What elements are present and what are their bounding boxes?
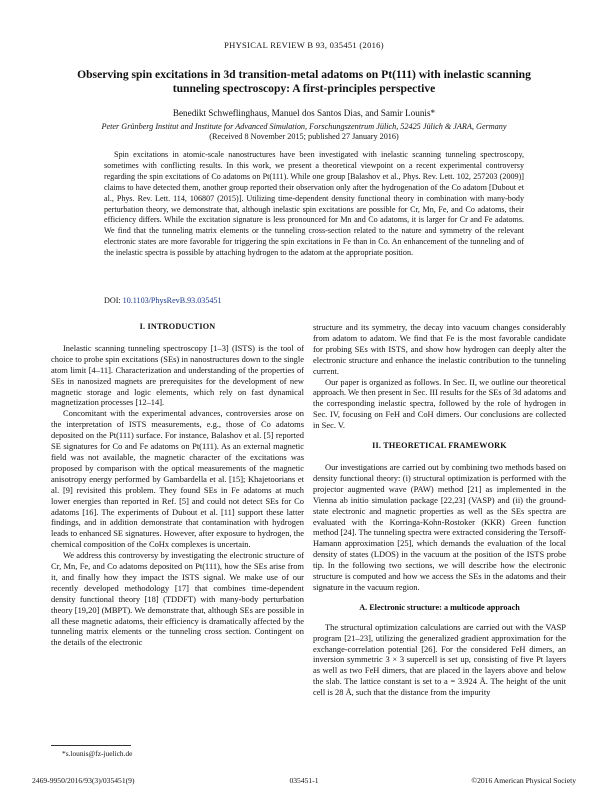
affiliation: Peter Grünberg Institut and Institute for Advanced Simulation, Forschungszentrum Jülich, 52425 Jülich & JARA, Germany <box>101 122 507 131</box>
section-heading-framework: II. THEORETICAL FRAMEWORK <box>372 441 507 451</box>
abstract: Spin excitations in atomic-scale nanostructures have been investigated with inelastic scanning tunneling spectroscopy, sometimes with conflicting results. In this work, we present a theoretical viewpoint on a recent experimental controversy regarding the spin excitations of Co adatoms on Pt(111). While one group [Balashov et al., Phys. Rev. Lett. 102, 257203 (2009)] claims to have detected them, another group reported their observation only after the hydrogenation of the Co adatom [Dubout et al., Phys. Rev. Lett. 114, 106807 (2015)]. Utilizing time-dependent density functional theory in combination with many-body perturbation theory, we demonstrate that, although inelastic spin excitations are possible for Cr, Mn, Fe, and Co adatoms, their efficiency differs. While the excitation signature is less pronounced for Mn and Co adatoms, it is larger for Cr and Fe adatoms. We find that the tunneling matrix elements or the tunneling cross-section related to the nature and symmetry of the relevant electronic states are more favorable for triggering the spin excitations in Fe than in Co. An enhancement of the tunneling and of the inelastic spectra is possible by attaching hydrogen to the adatom at the appropriate position. <box>104 150 524 258</box>
received-dates: (Received 8 November 2015; published 27 January 2016) <box>209 132 399 141</box>
author-list: Benedikt Schweflinghaus, Manuel dos Santos Dias, and Samir Lounis* <box>172 108 436 118</box>
body-paragraph: Our investigations are carried out by combining two methods based on density functional theory: (i) structural optimization is performed with the projector augmented wave (PAW) method [21] as implemented in the Vienna ab initio simulation package [22,23] (VASP) and (ii) the ground-state electronic and magnetic properties as well as the SEs spectra are evaluated with the Korringa-Kohn-Rostoker (KKR) Green function method [24]. The tunneling spectra were extracted considering the Tersoff-Hamann approximation [25], which demands the evaluation of the local density of states (LDOS) in the vacuum at the position of the ISTS probe tip. In the following two sections, we will describe how the electronic structure is computed and how we access the SEs in the adatoms and their signature in the vacuum region. <box>313 461 566 592</box>
footnote-email: *s.lounis@fz-juelich.de <box>62 749 133 758</box>
body-paragraph: Inelastic scanning tunneling spectroscopy [1–3] (ISTS) is the tool of choice to probe spin excitations (SEs) in nanostructures down to the single atom limit [4–11]. Characterization and understanding of the properties of SEs in nanosized magnets are prerequisites for the development of new magnetic storage and logic elements, which rely on fast dynamical magnetization processes [12–14]. <box>51 342 304 408</box>
body-paragraph: We address this controversy by investigating the electronic structure of Cr, Mn, Fe, and Co adatoms deposited on Pt(111), how the SEs arise from it, and finally how they impact the ISTS signal. We make use of our recently developed methodology [17] that combines time-dependent density functional theory [18] (TDDFT) with many-body perturbation theory [19,20] (MBPT). We demonstrate that, although SEs are possible in all these magnetic adatoms, their efficiency is dramatically affected by the tunneling matrix elements or the tunneling cross section. Contingent on the details of the electronic <box>51 550 304 648</box>
body-paragraph: Our paper is organized as follows. In Sec. II, we outline our theoretical approach. We then present in Sec. III results for the SEs of 3d adatoms and the corresponding inelastic spectra, followed by the role of hydrogen in Sec. IV, focusing on FeH and CoH dimers. Our conclusions are collected in Sec. V. <box>313 376 566 431</box>
footer-issn: 2469-9950/2016/93(3)/035451(9) <box>32 776 135 785</box>
doi-line <box>104 296 222 305</box>
body-paragraph: The structural optimization calculations are carried out with the VASP program [21–23], utilizing the generalized gradient approximation for the exchange-correlation potential [26]. For the considered FeH dimers, an inversion symmetric 3 × 3 supercell is set up, consisting of five Pt layers as well as two FeH dimers, that are placed in the layers above and below the slab. The lattice constant is set to a = 3.924 Å. The height of the unit cell is 28 Å, such that the distance from the impurity <box>313 621 566 698</box>
doi-label: DOI: <box>104 296 121 305</box>
footnote-divider <box>51 745 131 746</box>
right-column <box>313 322 566 698</box>
doi-link[interactable]: 10.1103/PhysRevB.93.035451 <box>122 296 222 305</box>
body-paragraph: structure and its symmetry, the decay into vacuum changes considerably from adatom to adatom. We find that Fe is the most favorable candidate for probing SEs with ISTS, and show how hydrogen can deeply alter the electronic structure and enhance the inelastic contribution to the tunneling current. <box>313 322 566 376</box>
body-paragraph: Concomitant with the experimental advances, controversies arose on the interpretation of ISTS measurements, e.g., those of Co adatoms deposited on the Pt(111) surface. For instance, Balashov et al. [5] reported SE signatures for Co and Fe adatoms on Pt(111). As an external magnetic field was not available, the magnetic character of the excitations was proposed by comparison with the optical measurements of the magnetic anisotropy energy performed by Gambardella et al. [15]; Khajetoorians et al. [9] revisited this problem. They found SEs in Fe adatoms at much lower energies than reported in Ref. [5] and could not detect SEs for Co adatoms [16]. The experiments of Dubout et al. [11] support these latter findings, and in addition demonstrate that contamination with hydrogen leads to enhanced SE signatures. However, after exposure to hydrogen, the chemical composition of the CoHx complexes is uncertain. <box>51 408 304 550</box>
subsection-heading: A. Electronic structure: a multicode approach <box>359 602 520 612</box>
journal-header: PHYSICAL REVIEW B 93, 035451 (2016) <box>224 40 384 50</box>
footer-copyright: ©2016 American Physical Society <box>471 776 576 785</box>
section-heading-introduction: I. INTRODUCTION <box>139 322 216 331</box>
footer-page-number: 035451-1 <box>289 776 319 785</box>
paper-title: Observing spin excitations in 3d transition-metal adatoms on Pt(111) with inelastic scanning tunneling spectroscopy: A first-principles perspective <box>77 68 531 95</box>
left-column <box>51 322 304 648</box>
